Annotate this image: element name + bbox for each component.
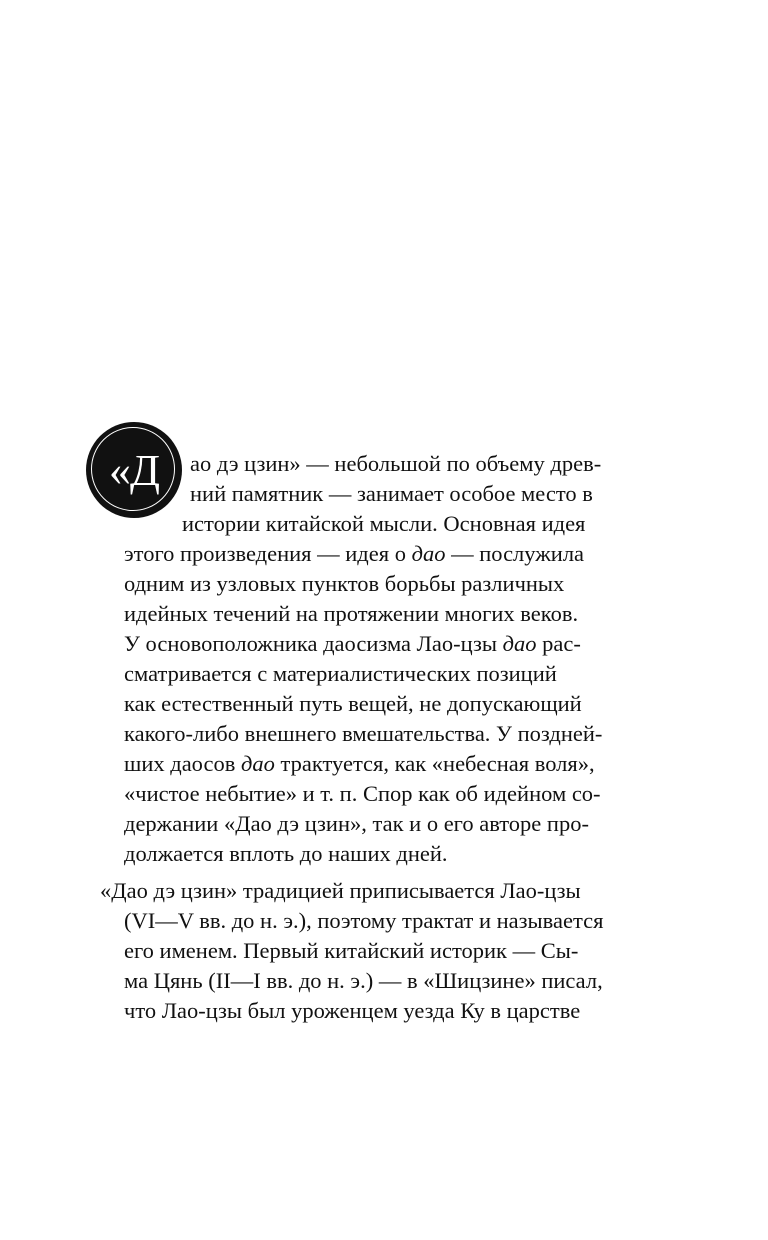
text-line: должается вплоть до наших дней. [124,841,448,866]
italic-term: дао [411,541,446,566]
text-line: истории китайской мысли. Основная идея [182,511,586,536]
text-line: одним из узловых пунктов борьбы различных [124,571,565,596]
text-line: идейных течений на протяжении многих веков. [124,601,579,626]
text-line: как естественный путь вещей, не допускающий [124,691,582,716]
text-line: этого произведения — идея о дао — послужила [124,541,585,566]
italic-term: дао [240,751,275,776]
text-line: держании «Дао дэ цзин», так и о его авторе про- [124,811,589,836]
text-line: ний памятник — занимает особое место в [190,481,593,506]
text-line: «чистое небытие» и т. п. Спор как об идейном со- [124,781,601,806]
text-line: «Дао дэ цзин» традицией приписывается Лао-цзы [100,878,581,903]
text-line: что Лао-цзы был уроженцем уезда Ку в царстве [124,998,581,1023]
text-line: какого-либо внешнего вмешательства. У поздней- [124,721,603,746]
text-line: сматривается с материалистических позиций [124,661,557,686]
text-line: ма Цянь (II—I вв. до н. э.) — в «Шицзине» писал, [124,968,603,993]
drop-cap [86,422,182,518]
text-line: У основоположника даосизма Лао-цзы дао рас- [124,631,581,656]
italic-term: дао [502,631,537,656]
text-line: ао дэ цзин» — небольшой по объему древ- [190,451,602,476]
text-line: его именем. Первый китайский историк — Сы- [124,938,579,963]
text-line: (VI—V вв. до н. э.), поэтому трактат и называется [124,908,604,933]
text-line: ших даосов дао трактуется, как «небесная воля», [124,751,595,776]
drop-cap-text: «Д [108,446,159,495]
